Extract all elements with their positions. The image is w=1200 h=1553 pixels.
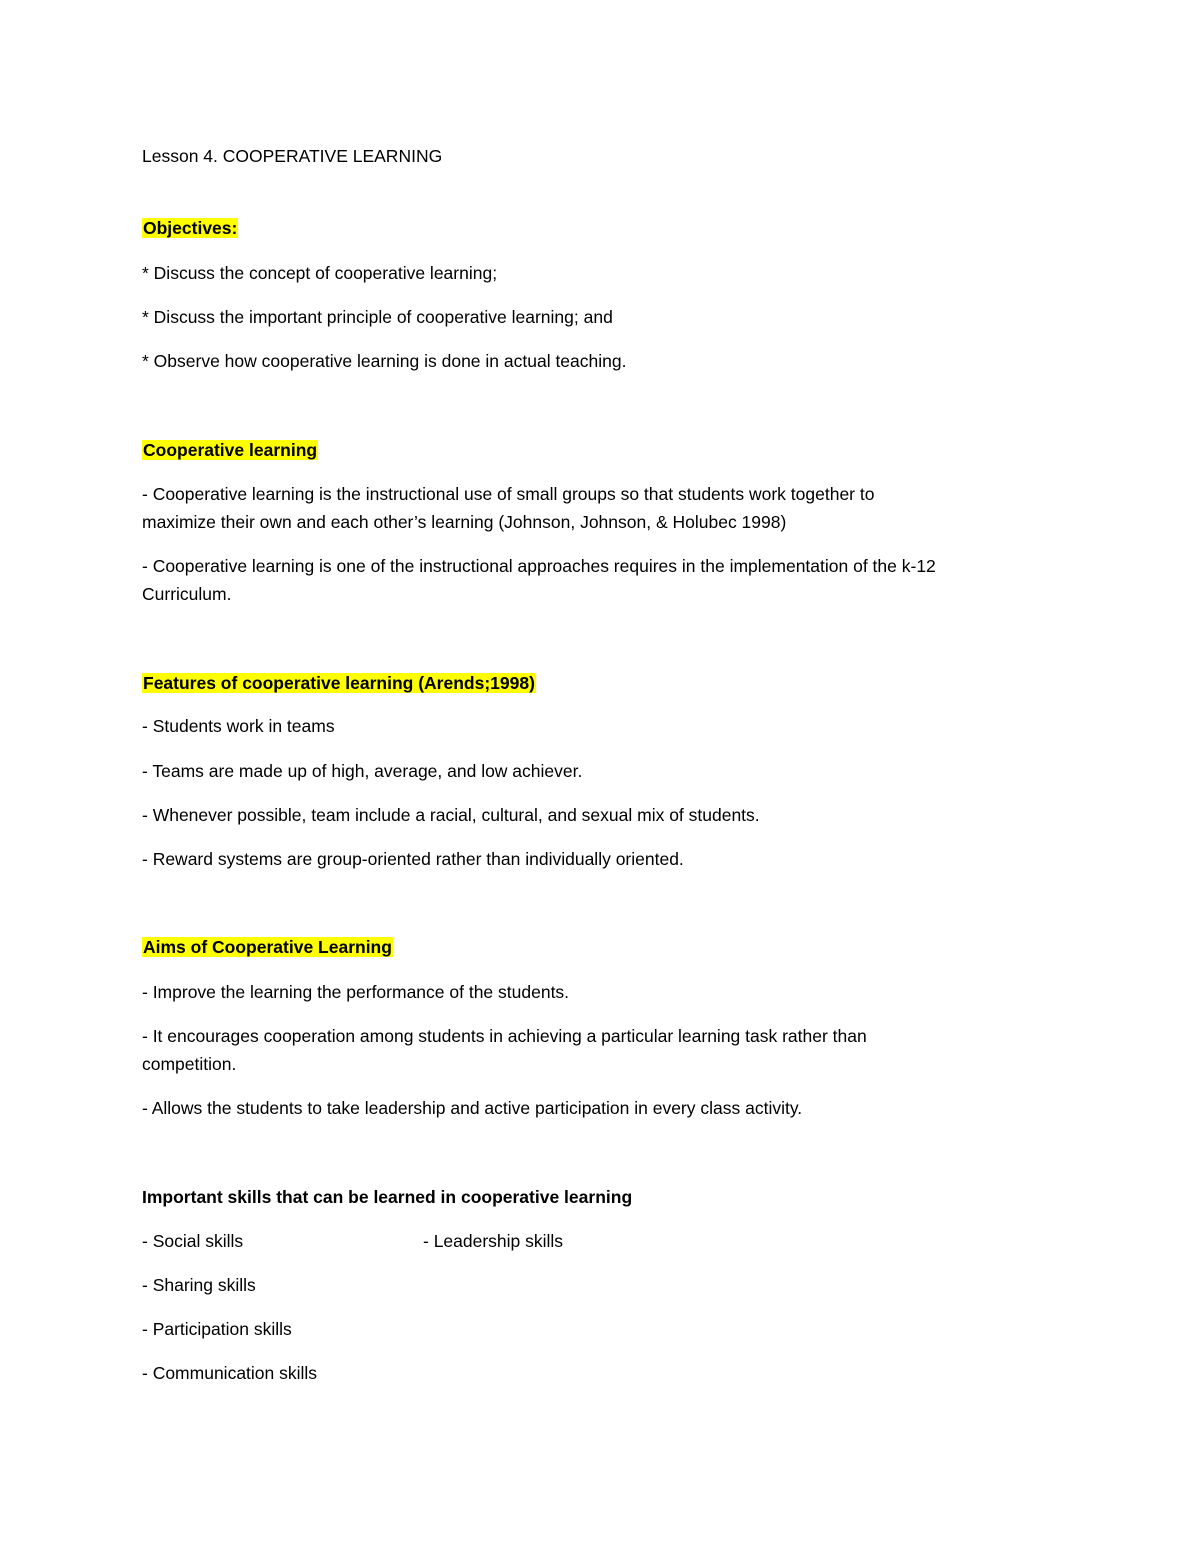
objective-item: * Discuss the concept of cooperative learning; [142,263,498,283]
aim-item: - Improve the learning the performance of the students. [142,982,570,1002]
feature-item: - Teams are made up of high, average, and low achiever. [142,761,583,781]
skills-heading: Important skills that can be learned in cooperative learning [142,1187,633,1207]
lesson-title: Lesson 4. COOPERATIVE LEARNING [142,146,443,166]
cooperative-learning-heading-text: Cooperative learning [143,440,318,460]
cooperative-learning-heading [142,438,318,462]
aim-item: - It encourages cooperation among students in achieving a particular learning task rather than [142,1026,867,1046]
aim-item: competition. [142,1054,237,1074]
definition-line: Curriculum. [142,584,232,604]
objective-item: * Observe how cooperative learning is done in actual teaching. [142,351,627,371]
feature-item: - Reward systems are group-oriented rather than individually oriented. [142,849,684,869]
feature-item: - Students work in teams [142,716,335,736]
aims-heading-text: Aims of Cooperative Learning [143,937,392,957]
feature-item: - Whenever possible, team include a racial, cultural, and sexual mix of students. [142,805,760,825]
definition-line: - Cooperative learning is one of the instructional approaches requires in the implementation of the k-12 [142,556,936,576]
skill-item: - Participation skills [142,1319,292,1339]
skill-item: - Social skills [142,1231,244,1251]
definition-line: maximize their own and each other’s learning (Johnson, Johnson, & Holubec 1998) [142,512,787,532]
aims-heading [142,935,393,959]
skill-item: - Communication skills [142,1363,318,1383]
objective-item: * Discuss the important principle of cooperative learning; and [142,307,613,327]
skill-item: - Leadership skills [423,1231,564,1251]
definition-line: - Cooperative learning is the instructional use of small groups so that students work together to [142,484,875,504]
objectives-heading [142,216,238,240]
skill-item: - Sharing skills [142,1275,256,1295]
aim-item: - Allows the students to take leadership and active participation in every class activity. [142,1098,803,1118]
objectives-heading-text: Objectives: [143,218,238,238]
features-heading [142,671,536,695]
features-heading-text: Features of cooperative learning (Arends;1998) [143,673,535,693]
